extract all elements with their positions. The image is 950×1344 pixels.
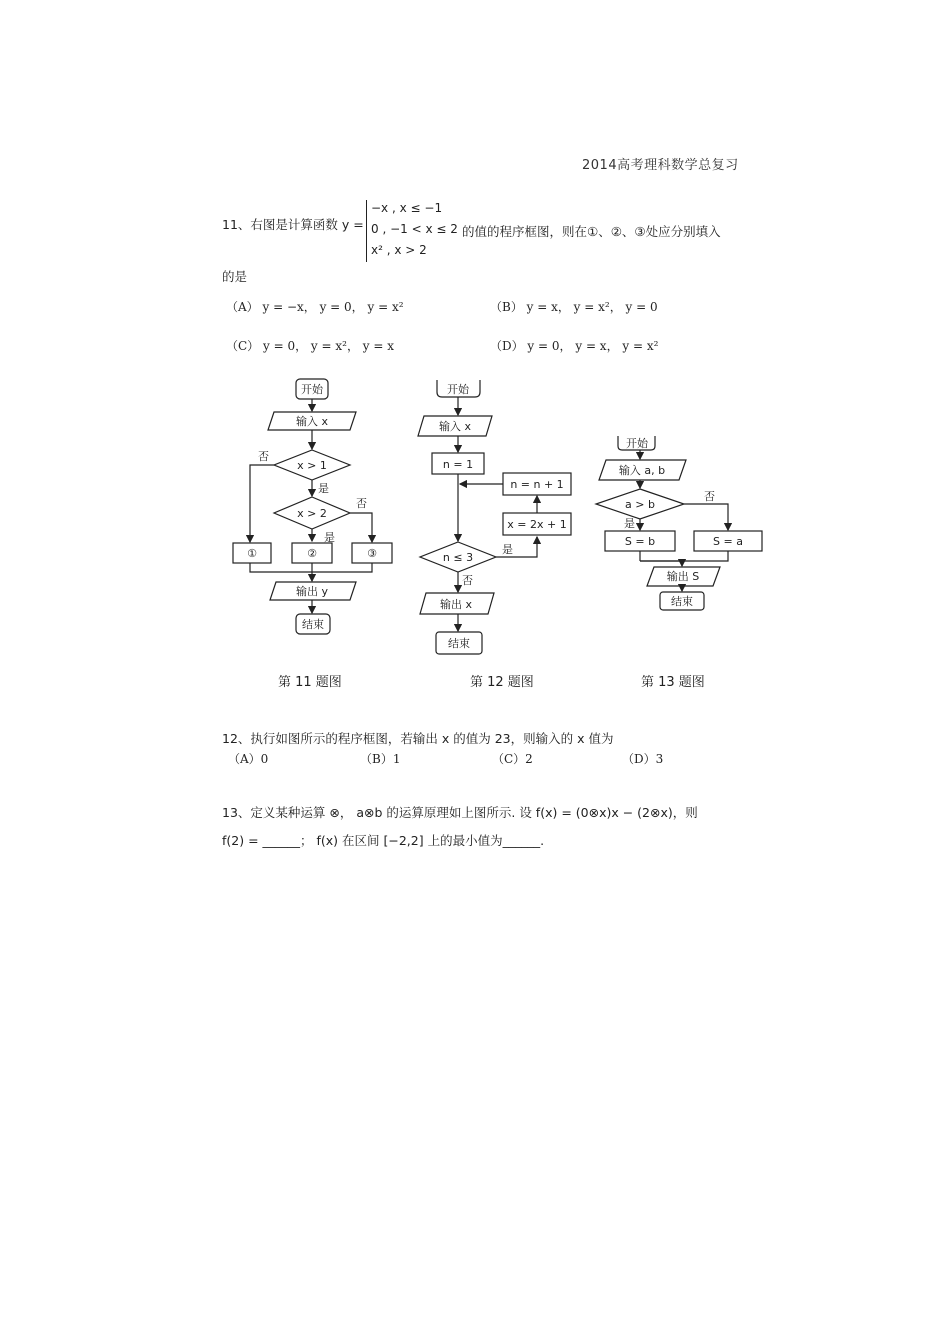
q12-option-d: （D）3 (622, 752, 664, 766)
fig13-right-label: S = a (713, 535, 743, 548)
fig11-box2-label: ② (307, 547, 317, 560)
fig13-end-label: 结束 (671, 595, 693, 608)
fig13-no-label: 否 (704, 490, 715, 503)
q12-option-c: （C）2 (492, 752, 533, 766)
fig12-init-label: n = 1 (442, 458, 474, 471)
fig12-start-label: 开始 (447, 383, 469, 396)
fig12-caption: 第 12 题图 (470, 675, 534, 690)
q13-line-2: f(2) = ______； f(x) 在区间 [−2,2] 上的最小值为______. (222, 833, 545, 848)
fig11-output-label: 输出 y (295, 585, 329, 598)
q12-option-b: （B）1 (360, 752, 401, 766)
q11-case-3: x² , x > 2 (371, 243, 427, 257)
fig13-caption: 第 13 题图 (641, 675, 705, 690)
fig11-cond1-label: x > 1 (297, 459, 327, 472)
fig11-yes-label-2: 是 (324, 531, 335, 544)
fig11-end-label: 结束 (302, 618, 324, 631)
fig12-yes-label: 是 (502, 543, 513, 556)
q11-option-d: （D） y = 0， y = x， y = x² (490, 339, 659, 353)
fig11-no-label-2: 否 (356, 497, 367, 510)
fig11-input-label: 输入 x (295, 415, 329, 428)
fig12-output-label: 输出 x (439, 598, 473, 611)
fig13-start-label: 开始 (626, 437, 648, 450)
fig11-cond2-label: x > 2 (297, 507, 327, 520)
q11-option-c: （C） y = 0， y = x²， y = x (226, 339, 394, 353)
fig11-start-label: 开始 (301, 383, 323, 396)
fig11-box3-label: ③ (367, 547, 377, 560)
fig13-cond-label: a > b (625, 498, 655, 511)
fig11-yes-label-1: 是 (318, 482, 329, 495)
fig12-cond-label: n ≤ 3 (442, 551, 474, 564)
fig12-update-x-label: x = 2x + 1 (507, 518, 567, 531)
q11-lead: 11、右图是计算函数 y = (222, 217, 364, 232)
fig13-input-label: 输入 a, b (618, 464, 666, 477)
q11-case-2: 0 , −1 < x ≤ 2 (371, 222, 458, 236)
q11-tail-2: 的是 (222, 269, 248, 284)
q13-line-1: 13、定义某种运算 ⊗， a⊗b 的运算原理如上图所示. 设 f(x) = (0⊗x)x − (2⊗x)，则 (222, 805, 698, 820)
fig12-input-label: 输入 x (438, 420, 472, 433)
fig12-no-label: 否 (462, 574, 473, 587)
q12-text: 12、执行如图所示的程序框图，若输出 x 的值为 23，则输入的 x 值为 (222, 731, 614, 746)
fig13-left-label: S = b (624, 535, 656, 548)
fig12-end-label: 结束 (448, 637, 470, 650)
q11-option-b: （B） y = x， y = x²， y = 0 (490, 300, 658, 314)
fig12-inc-n-label: n = n + 1 (510, 478, 564, 491)
q11-tail: 的值的程序框图，则在①、②、③处应分别填入 (462, 224, 721, 239)
q12-option-a: （A）0 (228, 752, 269, 766)
q11-option-a: （A） y = −x， y = 0， y = x² (226, 300, 404, 314)
fig11-box1-label: ① (247, 547, 257, 560)
q11-case-1: −x , x ≤ −1 (371, 201, 443, 215)
fig13-output-label: 输出 S (666, 570, 700, 583)
fig11-no-label-1: 否 (258, 450, 269, 463)
fig11-caption: 第 11 题图 (278, 675, 342, 690)
page-header: 2014高考理科数学总复习 (582, 158, 739, 173)
fig13-yes-label: 是 (624, 517, 635, 530)
